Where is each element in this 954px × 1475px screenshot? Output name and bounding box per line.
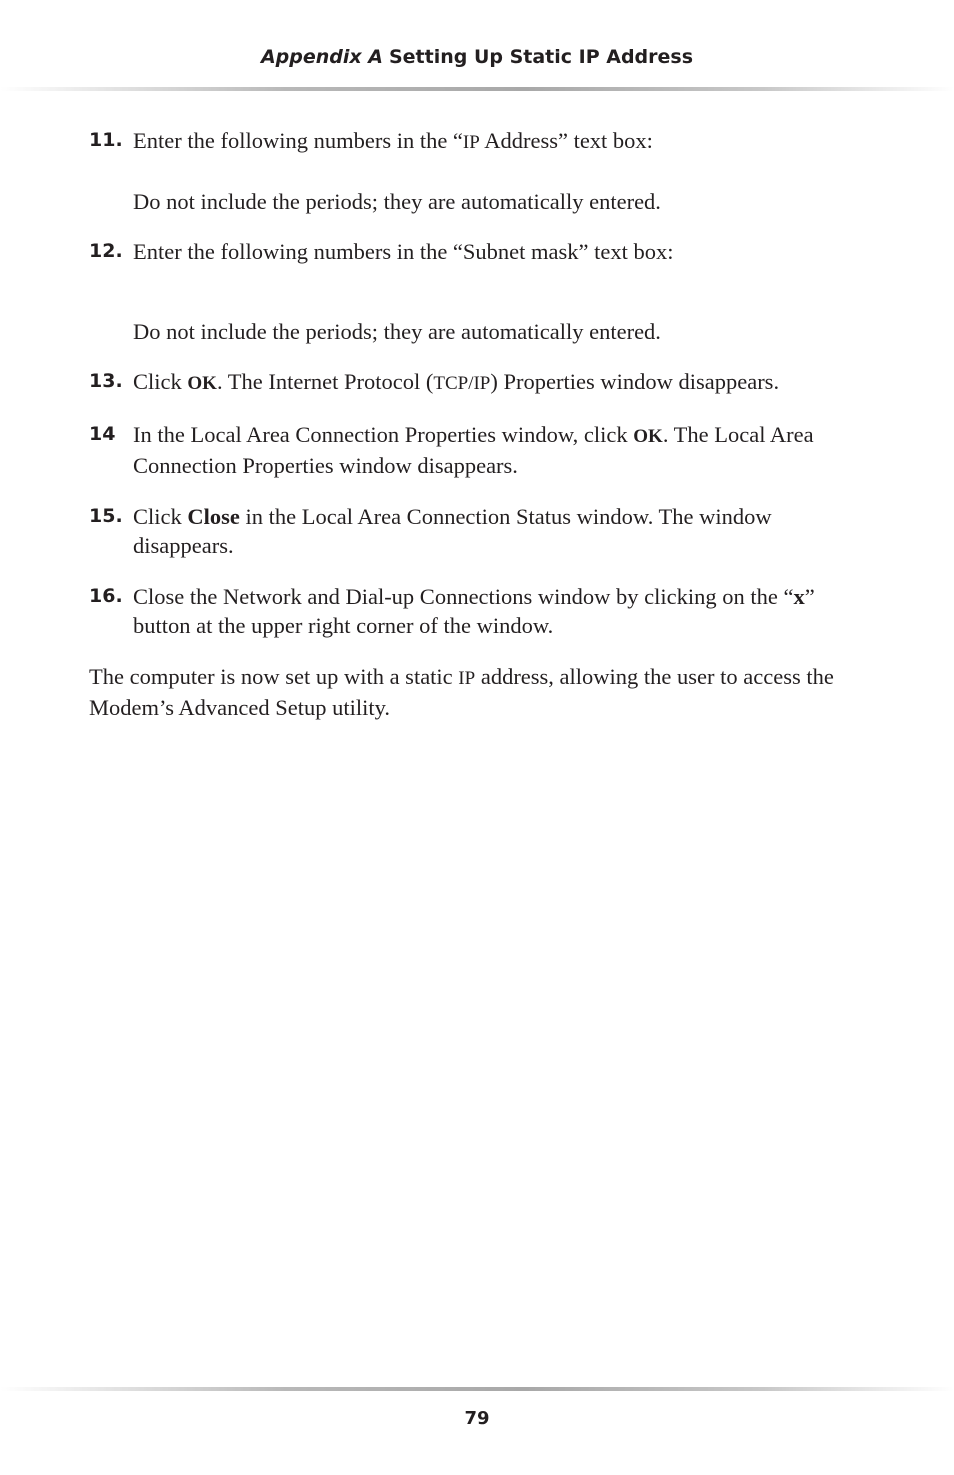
step-text-part: ) Properties window disappears. (490, 369, 780, 394)
step-11 (89, 126, 869, 216)
step-number: 12. (89, 240, 123, 262)
step-text (133, 420, 869, 481)
header-prefix: Appendix A (260, 46, 383, 68)
abbr-ip: IP (458, 667, 476, 689)
step-12 (89, 237, 869, 346)
page-body (89, 126, 869, 723)
closing-text-part: address, allowing the user to access the Modem’s Advanced Setup utility. (89, 663, 834, 720)
header-title: Setting Up Static IP Address (388, 46, 694, 68)
step-14 (89, 420, 869, 481)
step-text (133, 367, 869, 399)
step-text-part: In the Local Area Connection Properties window, click (133, 421, 634, 447)
step-text (133, 502, 869, 561)
step-text-part: ” button at the upper right corner of the window. (133, 583, 815, 638)
ok-label: OK (187, 373, 217, 394)
step-number: 14 (89, 422, 116, 445)
step-16 (89, 582, 869, 641)
step-number: 16. (89, 584, 123, 607)
step-text-part: Enter the following numbers in the “Subnet mask” text box: (133, 239, 674, 264)
step-number: 13. (89, 370, 123, 392)
ok-label: OK (633, 425, 663, 447)
header-rule (0, 87, 954, 91)
closing-text-part: The computer is now set up with a static (89, 663, 459, 689)
step-text-part: . The Internet Protocol ( (216, 369, 434, 394)
x-button-label: x (793, 583, 805, 609)
step-text (133, 126, 869, 158)
closing-paragraph (89, 662, 869, 723)
running-header (0, 44, 954, 70)
page-number: 79 (464, 1408, 490, 1429)
close-label: Close (187, 503, 240, 529)
step-15 (89, 502, 869, 561)
step-text-part: Click (133, 369, 188, 394)
abbr-tcpip: TCP/IP (433, 373, 491, 394)
step-text-part: . The Local Area Connection Properties window disappears. (133, 421, 814, 478)
step-text (133, 582, 869, 641)
step-text-part: in the Local Area Connection Status window. The window disappears. (133, 503, 772, 558)
step-text-part: Address” text box: (479, 128, 653, 153)
footer-rule (0, 1387, 954, 1391)
step-number: 15. (89, 504, 123, 527)
step-text-part: Close the Network and Dial-up Connections window by clicking on the “ (133, 583, 794, 609)
abbr-ip: IP (462, 132, 480, 153)
step-note: Do not include the periods; they are automatically entered. (133, 188, 661, 214)
step-note: Do not include the periods; they are automatically entered. (133, 318, 661, 344)
step-text (133, 237, 869, 267)
step-text-part: Click (133, 503, 188, 529)
step-text-part: Enter the following numbers in the “ (133, 128, 463, 153)
step-13 (89, 367, 869, 399)
step-number: 11. (89, 129, 123, 151)
